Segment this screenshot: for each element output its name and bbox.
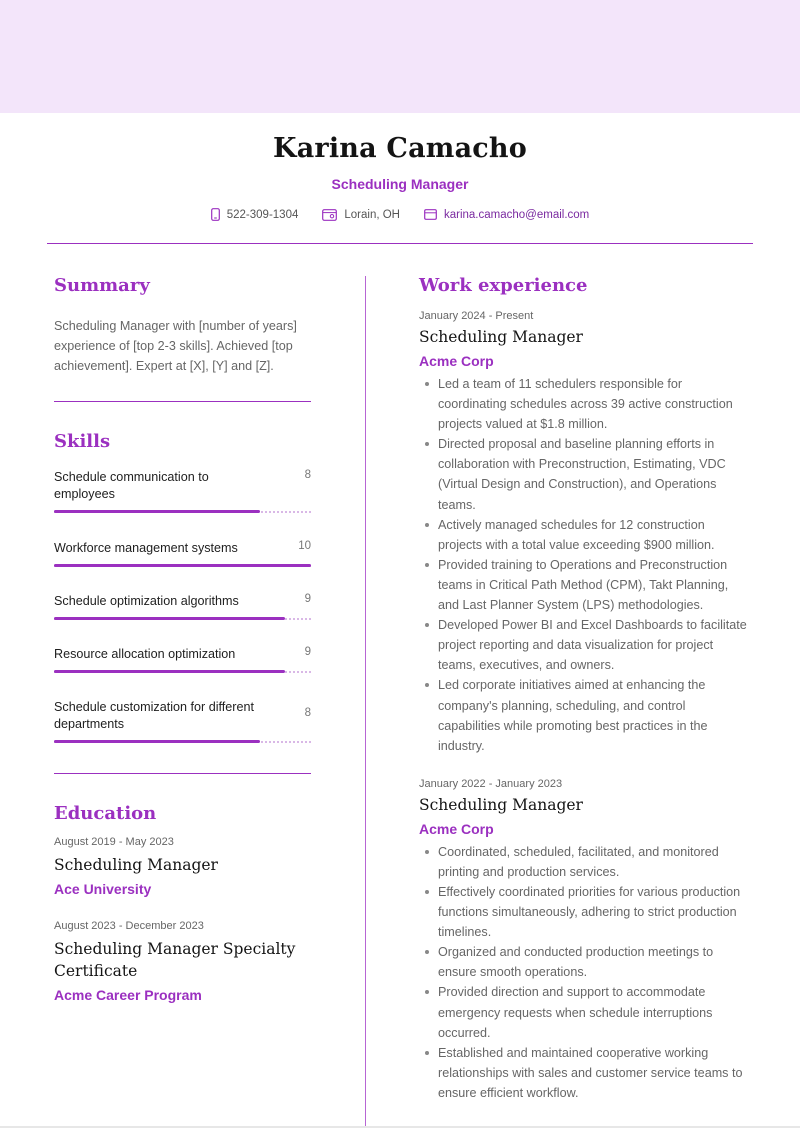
skill-bar — [54, 740, 311, 743]
job-date: January 2022 - January 2023 — [419, 777, 563, 790]
skill-item — [54, 646, 311, 673]
candidate-name: Karina Camacho — [273, 133, 527, 164]
skill-bar-fill — [54, 510, 260, 513]
skill-item — [54, 593, 311, 620]
skill-level: 8 — [304, 469, 311, 481]
skill-bar — [54, 510, 311, 513]
education-title: Scheduling Manager Specialty Certificate — [54, 940, 296, 980]
summary-text: Scheduling Manager with [number of years] experience of [top 2-3 skills]. Achieved [top achievement]. Expert at [X], [Y] and [Z]. — [54, 319, 297, 373]
contact-email[interactable] — [424, 208, 589, 221]
education-entry — [54, 836, 311, 897]
skill-bar-fill — [54, 740, 260, 743]
job-bullet: Actively managed schedules for 12 construction projects with a total value exceeding $900 million. — [419, 515, 749, 555]
job-title: Scheduling Manager — [419, 328, 583, 346]
job-bullet: Provided direction and support to accommodate emergency requests when schedule interruptions occurred. — [419, 982, 749, 1042]
job-bullet: Established and maintained cooperative working relationships with sales and customer service teams to ensure efficient workflow. — [419, 1043, 749, 1103]
right-column — [419, 275, 749, 1103]
education-date: August 2023 - December 2023 — [54, 920, 204, 932]
skills-heading: Skills — [54, 431, 111, 452]
job-company: Acme Corp — [419, 353, 494, 369]
skill-item — [54, 469, 311, 513]
skill-level: 8 — [304, 707, 311, 719]
education-title: Scheduling Manager — [54, 856, 218, 874]
education-entry — [54, 920, 311, 1003]
job-bullets — [419, 842, 749, 1103]
job-bullet: Developed Power BI and Excel Dashboards to facilitate project reporting and data visualization for project teams, executives, and owners. — [419, 615, 749, 675]
contact-phone — [211, 208, 299, 221]
job-title: Scheduling Manager — [419, 795, 583, 814]
skill-level: 10 — [298, 540, 311, 552]
job-bullet: Coordinated, scheduled, facilitated, and monitored printing and production services. — [419, 842, 749, 882]
skill-bar-fill — [54, 670, 285, 673]
summary-heading: Summary — [54, 275, 150, 296]
skill-bar-fill — [54, 564, 311, 567]
skill-bar — [54, 564, 311, 567]
location-text: Lorain, OH — [344, 208, 400, 221]
contact-row — [0, 208, 800, 221]
job-date: January 2024 - Present — [419, 310, 534, 322]
skill-level: 9 — [304, 593, 311, 605]
skill-name: Resource allocation optimization — [54, 647, 236, 661]
phone-icon — [211, 208, 220, 221]
skill-bar-fill — [54, 617, 285, 620]
job-bullet: Provided training to Operations and Preconstruction teams in Critical Path Method (CPM), Takt Planning, and Last Planner System (LPS) methodologies. — [419, 555, 749, 615]
header-band — [0, 0, 800, 113]
skill-bar — [54, 617, 311, 620]
job-bullet: Organized and conducted production meetings to ensure smooth operations. — [419, 942, 749, 982]
skill-name: Workforce management systems — [54, 541, 238, 555]
education-org: Acme Career Program — [54, 987, 202, 1003]
skill-level: 9 — [304, 646, 311, 658]
skill-name: Schedule customization for different departments — [54, 700, 254, 731]
skill-item — [54, 699, 311, 743]
skill-name: Schedule communication to employees — [54, 470, 209, 501]
skill-item — [54, 540, 311, 567]
candidate-role: Scheduling Manager — [331, 176, 469, 192]
email-icon — [424, 209, 437, 220]
job-company: Acme Corp — [419, 820, 494, 837]
phone-text: 522-309-1304 — [226, 208, 299, 221]
section-divider — [54, 773, 311, 774]
education-date: August 2019 - May 2023 — [54, 836, 174, 848]
section-divider — [54, 401, 311, 402]
education-org: Ace University — [54, 881, 152, 897]
job-bullet: Effectively coordinated priorities for various production functions simultaneously, adhering to strict production timelines. — [419, 882, 749, 942]
skill-name: Schedule optimization algorithms — [54, 594, 239, 608]
job-bullets — [419, 374, 749, 756]
education-heading: Education — [54, 803, 157, 824]
contact-location — [322, 208, 400, 221]
job-bullet: Led corporate initiatives aimed at enhancing the company's planning, scheduling, and control capabilities while promoting best practices in the industry. — [419, 675, 749, 755]
left-column — [54, 275, 311, 1003]
experience-heading: Work experience — [419, 275, 588, 296]
skill-bar — [54, 670, 311, 673]
job-entry — [419, 310, 749, 756]
job-bullet: Directed proposal and baseline planning efforts in collaboration with Preconstruction, Estimating, VDC (Virtual Design and Construction), and Operations teams. — [419, 434, 749, 514]
job-entry — [419, 778, 749, 1103]
column-divider — [365, 276, 366, 1128]
email-link[interactable]: karina.camacho@email.com — [443, 208, 590, 221]
job-bullet: Led a team of 11 schedulers responsible for coordinating schedules across 39 active construction projects valued at $1.8 million. — [419, 374, 749, 434]
location-card-icon — [322, 209, 337, 221]
header-divider — [47, 243, 753, 244]
